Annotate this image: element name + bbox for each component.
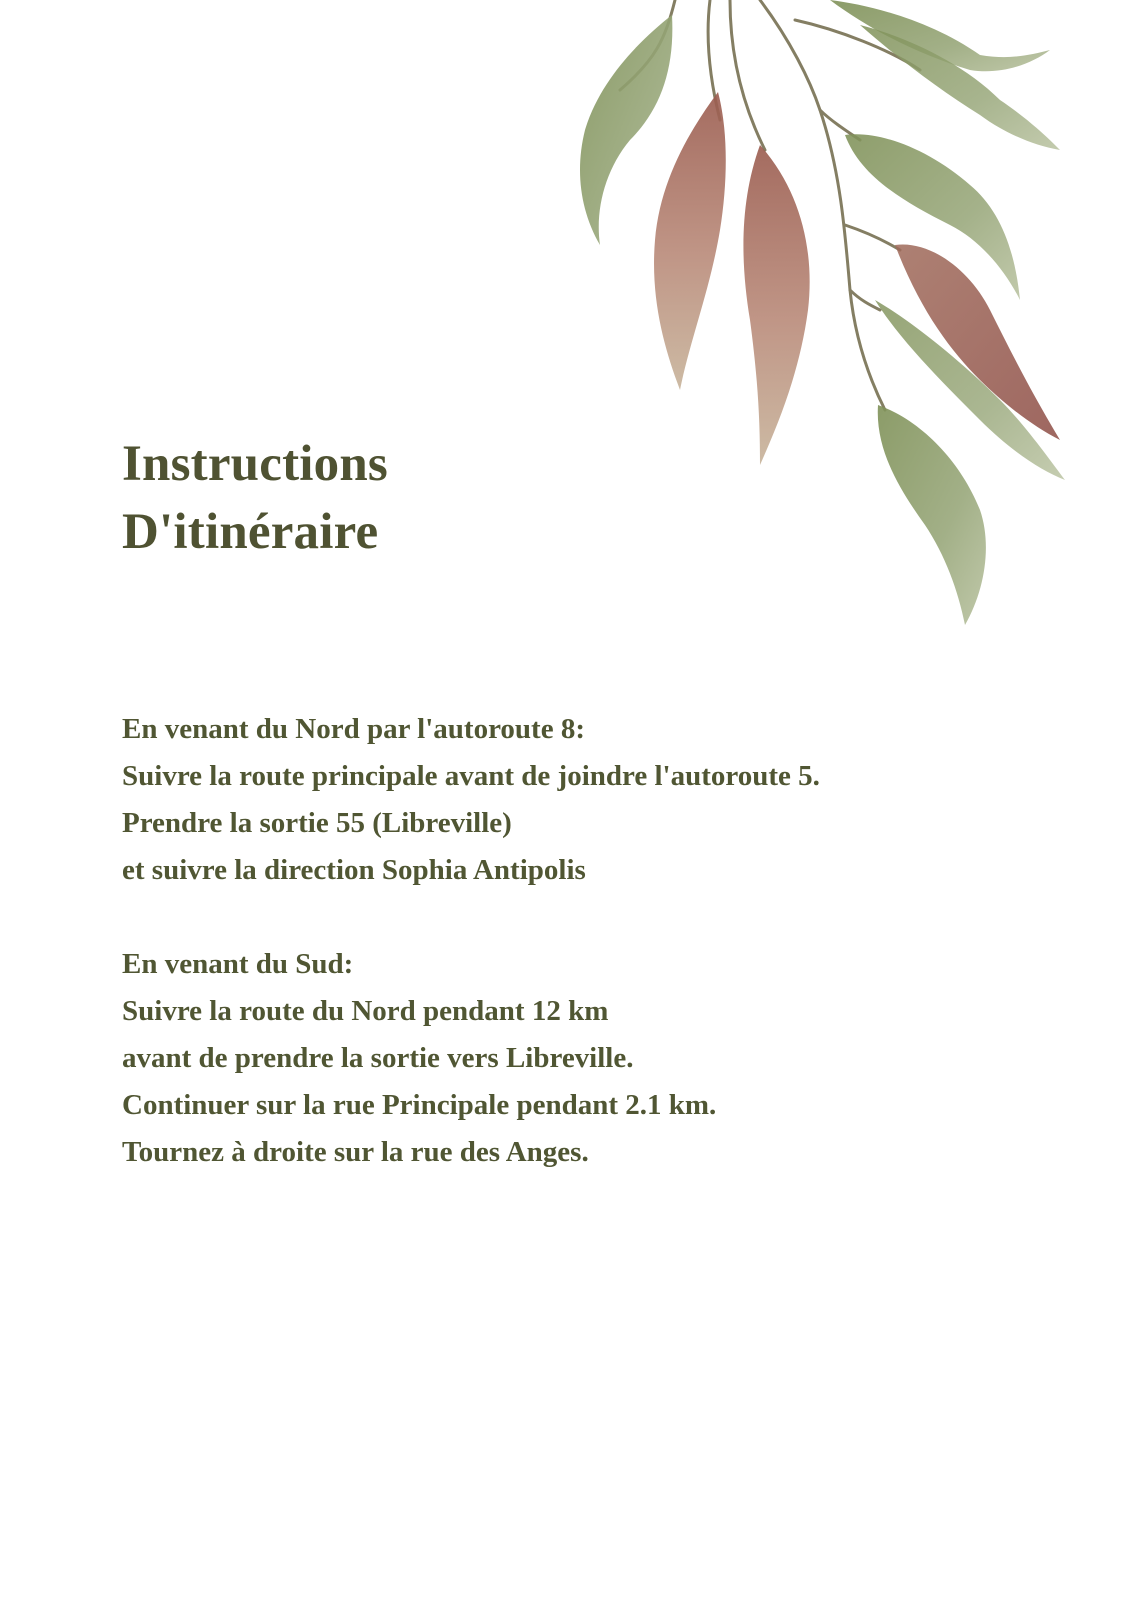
south-heading: En venant du Sud: bbox=[122, 948, 354, 980]
south-line-2: avant de prendre la sortie vers Libreville. bbox=[122, 1042, 634, 1074]
title-line-2: D'itinéraire bbox=[122, 504, 379, 560]
watercolor-leaf-branch-icon bbox=[560, 0, 1100, 650]
south-directions bbox=[122, 941, 1022, 1176]
north-heading: En venant du Nord par l'autoroute 8: bbox=[122, 713, 585, 745]
south-line-1: Suivre la route du Nord pendant 12 km bbox=[122, 995, 609, 1027]
north-line-1: Suivre la route principale avant de joindre l'autoroute 5. bbox=[122, 760, 820, 792]
directions-text bbox=[122, 706, 1022, 1223]
south-line-4: Tournez à droite sur la rue des Anges. bbox=[122, 1136, 589, 1168]
south-line-3: Continuer sur la rue Principale pendant 2.1 km. bbox=[122, 1089, 717, 1121]
north-line-3: et suivre la direction Sophia Antipolis bbox=[122, 854, 586, 886]
north-line-2: Prendre la sortie 55 (Libreville) bbox=[122, 807, 512, 839]
title-line-1: Instructions bbox=[122, 436, 388, 492]
page-title bbox=[122, 430, 388, 566]
north-directions bbox=[122, 706, 1022, 894]
